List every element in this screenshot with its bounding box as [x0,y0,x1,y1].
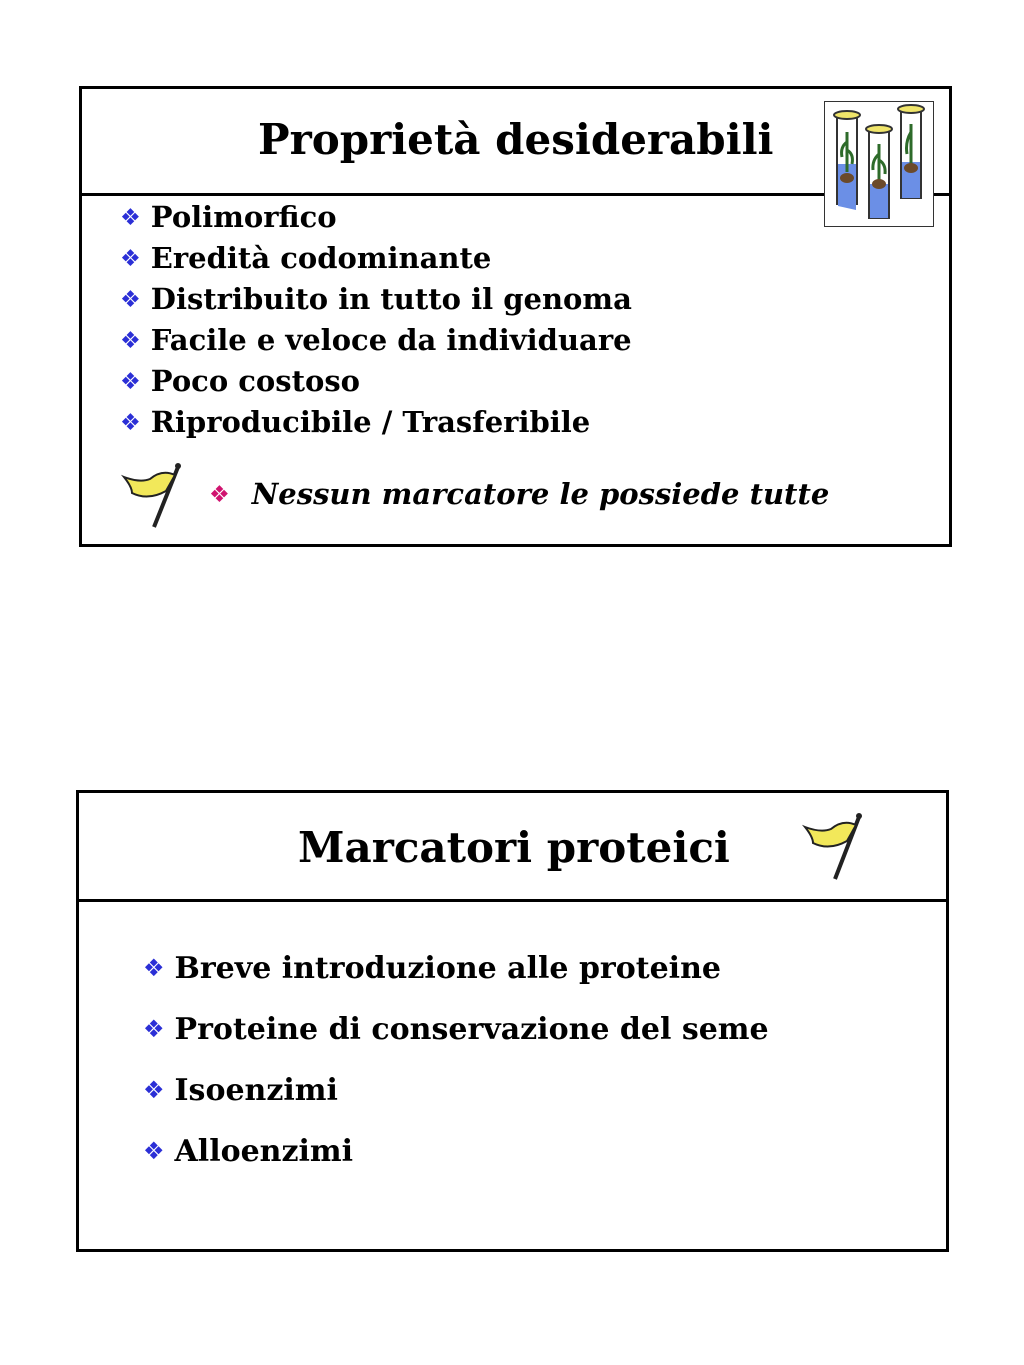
diamond-bullet-icon: ❖ [143,1015,165,1043]
slide-title-bar [82,89,949,196]
diamond-bullet-icon: ❖ [120,286,141,313]
diamond-bullet-icon: ❖ [120,327,141,354]
list-item: ❖ Eredità codominante [120,238,632,279]
list-item: ❖ Breve introduzione alle proteine [143,945,769,1006]
diamond-bullet-icon: ❖ [143,1137,165,1165]
list-item: ❖ Polimorfico [120,197,632,238]
slide-protein-markers [76,790,949,1252]
list-item: ❖ Distribuito in tutto il genoma [120,279,632,320]
slide-properties [79,86,952,547]
bullet-list [143,945,769,1189]
list-item: ❖ Facile e veloce da individuare [120,320,632,361]
slide-title: Marcatori proteici [298,823,730,872]
flag-icon [118,461,190,531]
diamond-bullet-icon: ❖ [120,204,141,231]
slide-title-bar [79,793,946,902]
diamond-bullet-icon: ❖ [120,245,141,272]
test-tubes-plants-icon [824,101,934,227]
slide-title: Proprietà desiderabili [258,115,774,164]
note: ❖ Nessun marcatore le possiede tutte [209,477,830,511]
diamond-bullet-icon: ❖ [120,368,141,395]
diamond-bullet-icon: ❖ [209,481,230,508]
diamond-bullet-icon: ❖ [120,409,141,436]
bullet-list [120,197,632,443]
list-item: ❖ Poco costoso [120,361,632,402]
diamond-bullet-icon: ❖ [143,954,165,982]
list-item: ❖ Proteine di conservazione del seme [143,1006,769,1067]
diamond-bullet-icon: ❖ [143,1076,165,1104]
list-item: ❖ Riproducibile / Trasferibile [120,402,632,443]
flag-icon [799,811,871,883]
list-item: ❖ Alloenzimi [143,1128,769,1189]
list-item: ❖ Isoenzimi [143,1067,769,1128]
